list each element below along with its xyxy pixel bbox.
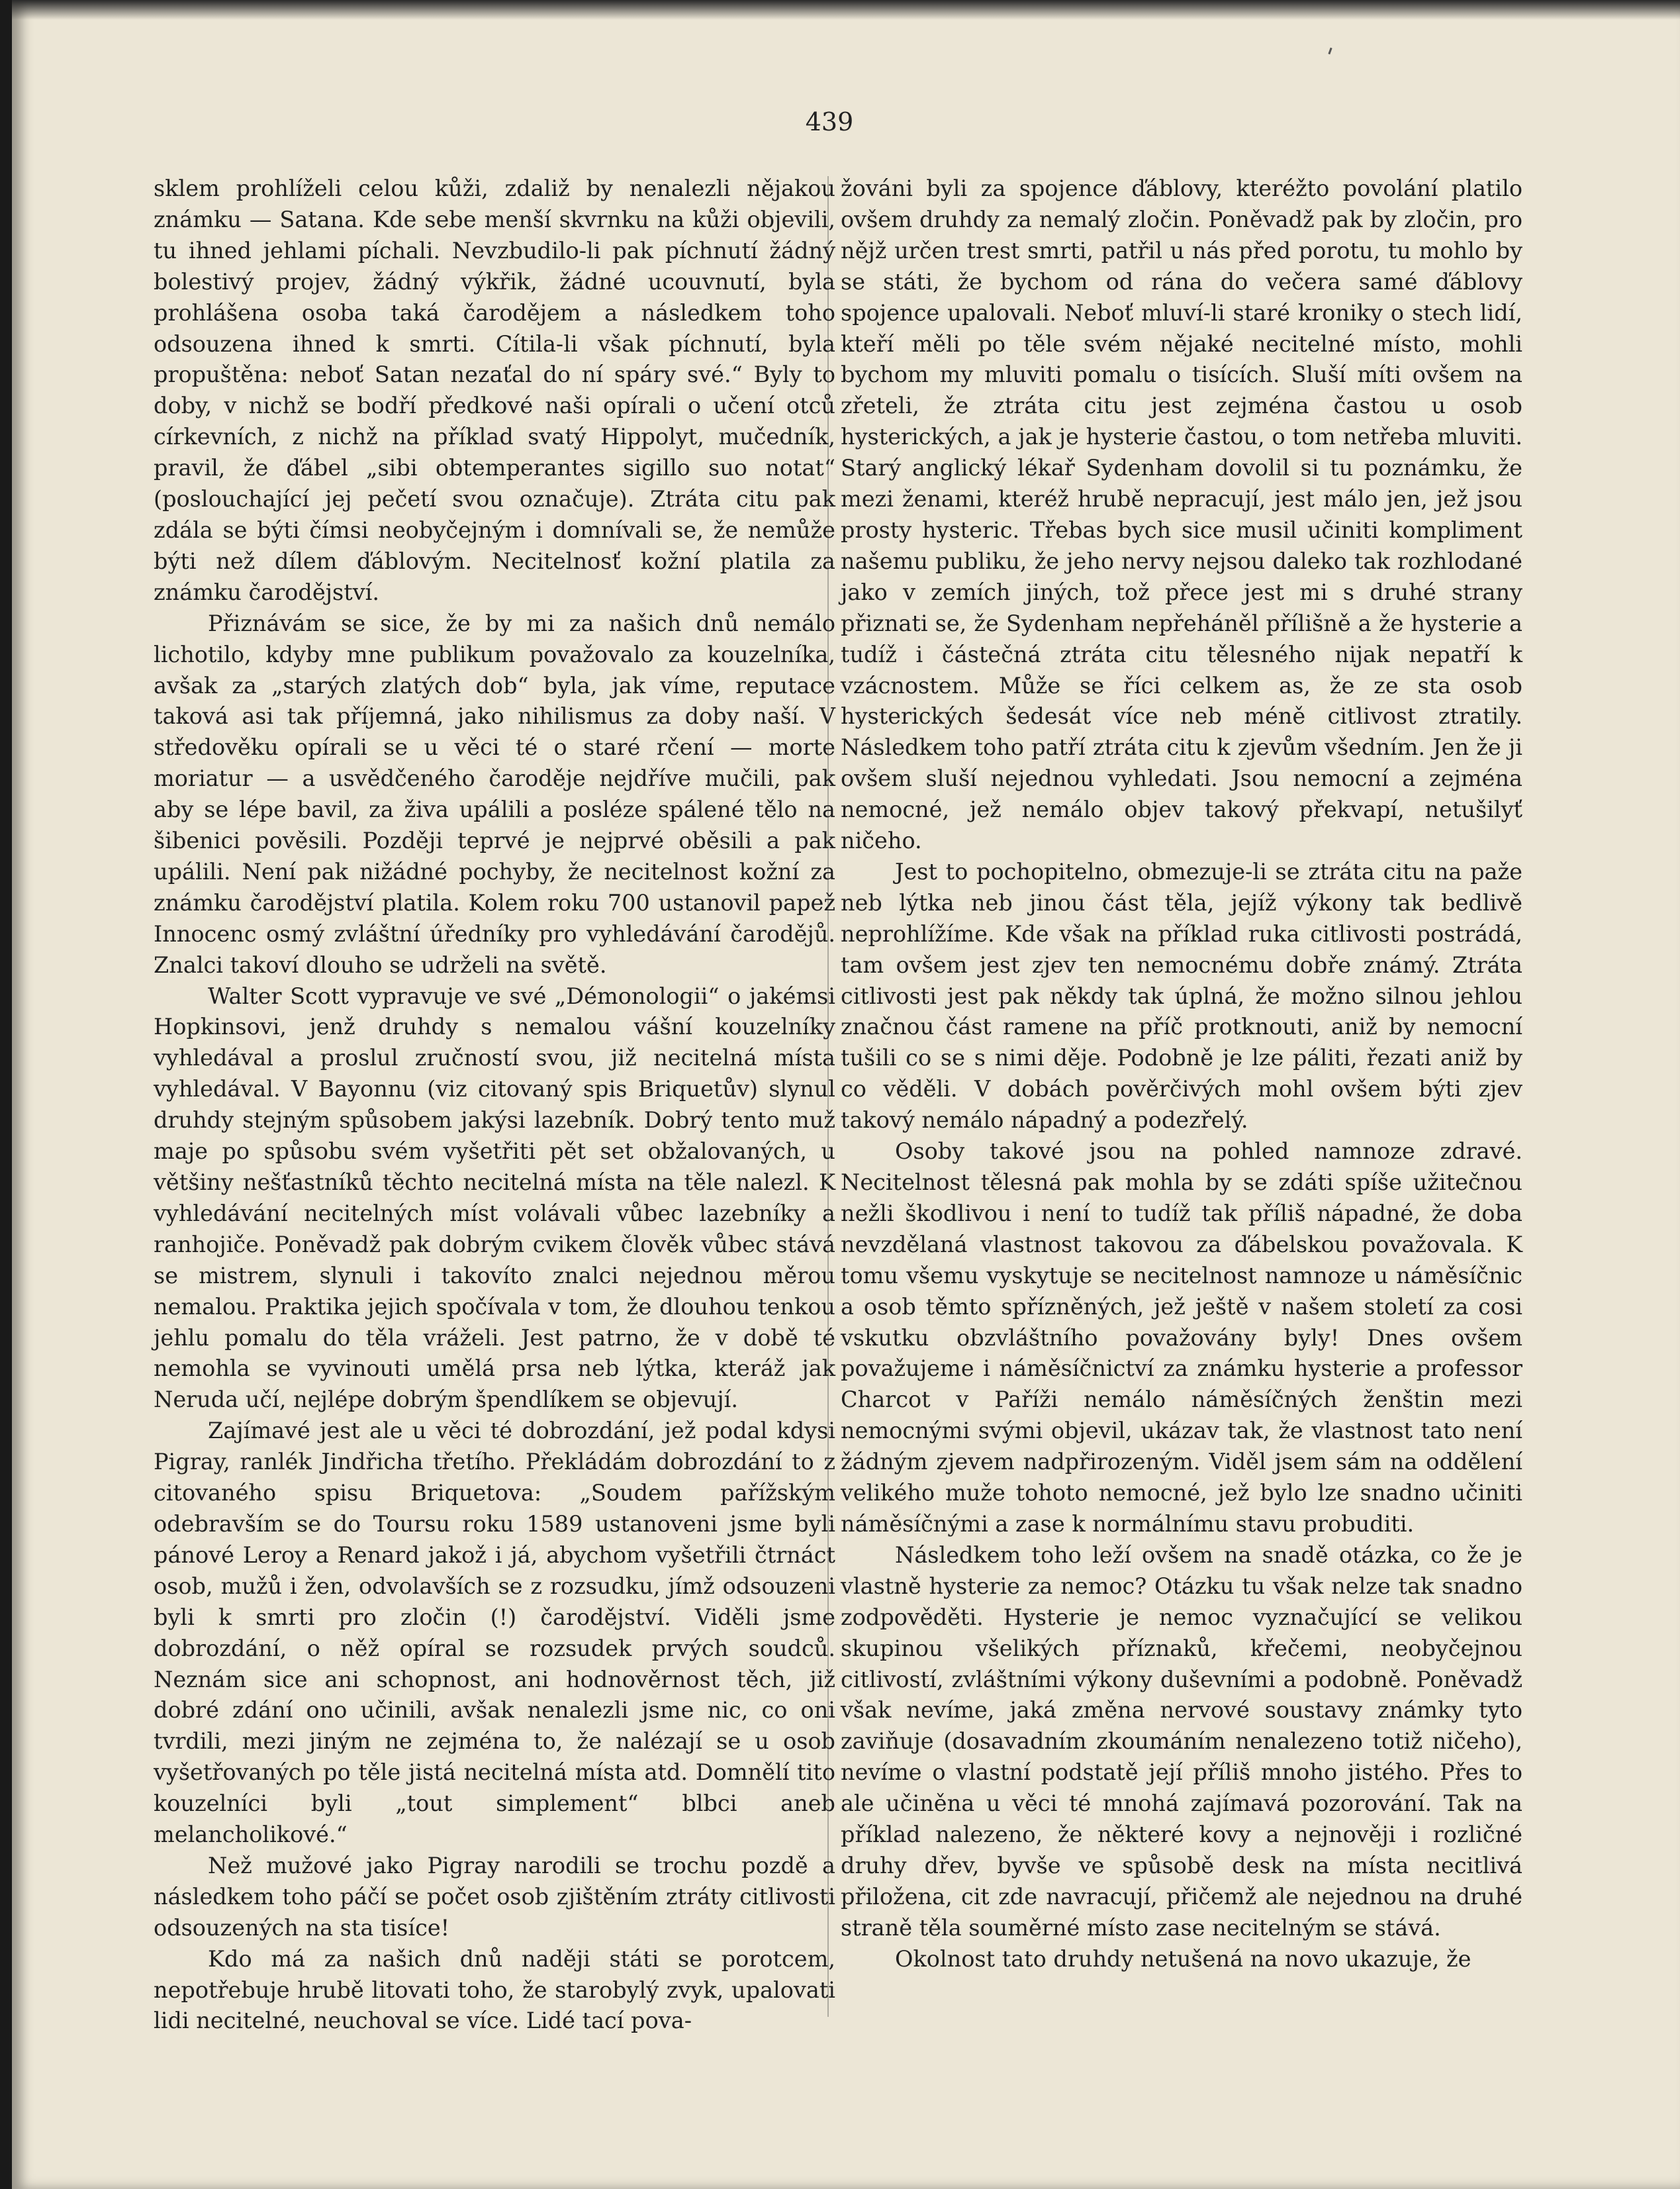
left-column: [154, 173, 835, 2037]
ink-speck: [1328, 48, 1332, 54]
paragraph: žováni byli za spojence ďáblovy, kteréžto povolání platilo ovšem druhdy za nemalý zločin. Poněvadž pak by zločin, pro nějž určen trest smrti, patřil u nás před porotu, tu mohlo by se státi, že bychom od rána do večera samé ďáblovy spojence upalovali. Neboť mluví-li staré kroniky o stech lidí, kteří měli po těle svém nějaké necitelné místo, mohli bychom my mluviti pomalu o tisících. Sluší míti ovšem na zřeteli, že ztráta citu jest zejména častou u osob hysterických, a jak je hysterie častou, o tom netřeba mluviti. Starý anglický lékař Sydenham dovolil si tu poznámku, že mezi ženami, kteréž hrubě nepracují, jest málo jen, jež jsou prosty hysteric. Třebas bych sice musil učiniti kompliment našemu publiku, že jeho nervy nejsou daleko tak rozhlodané jako v zemích jiných, tož přece jest mi s druhé strany přiznati se, že Sydenham nepřeháněl přílišně a že hysterie a tudíž i částečná ztráta citu tělesného nijak nepatří k vzácnostem. Může se říci celkem as, že ze sta osob hysterických šedesát více neb méně citlivost ztratily. Následkem toho patří ztráta citu k zjevům všedním. Jen že ji ovšem sluší nejednou vyhledati. Jsou nemocní a zejména nemocné, jež nemálo objev takový překvapí, netušilyť ničeho.: [841, 175, 1522, 854]
paragraph: Osoby takové jsou na pohled namnoze zdravé. Necitelnost tělesná pak mohla by se zdáti spíše užitečnou nežli škodlivou i není to tudíž tak příliš nápadné, že doba nevzdělaná vlastnost takovou za ďábelskou považovala. K tomu všemu vyskytuje se necitelnost namnoze u náměsíčnic a osob těmto spřízněných, jež ještě v našem století za cosi vskutku obzvláštního považovány byly! Dnes ovšem považujeme i náměsíčnictví za známku hysterie a professor Charcot v Paříži nemálo náměsíčných ženštin mezi nemocnými svými objevil, ukázav tak, že vlastnost tato není žádným zjevem nadpřirozeným. Viděl jsem sám na oddělení velikého muže tohoto nemocné, jež bylo lze snadno učiniti náměsíčnými a zase k normálnímu stavu probuditi.: [841, 1138, 1522, 1537]
paragraph: Jest to pochopitelno, obmezuje-li se ztráta citu na paže neb lýtka neb jinou část těla, jejíž výkony tak bedlivě neprohlížíme. Kde však na příklad ruka citlivosti postrádá, tam ovšem jest zjev ten nemocnému dobře známý. Ztráta citlivosti jest pak někdy tak úplná, že možno silnou jehlou značnou část ramene na příč protknouti, aniž by nemocní tušili co se s nimi děje. Podobně je lze páliti, řezati aniž by co věděli. V dobách pověrčivých mohl ovšem býti zjev takový nemálo nápadný a podezřelý.: [841, 858, 1522, 1134]
paragraph: Okolnost tato druhdy netušená na novo ukazuje, že: [895, 1945, 1471, 1972]
paragraph: Walter Scott vypravuje ve své „Démonologii“ o jakémsi Hopkinsovi, jenž druhdy s nemalou vášní kouzelníky vyhledával a proslul zručností svou, již necitelná místa vyhledával. V Bayonnu (viz citovaný spis Briquetův) slynul druhdy stejným spůsobem jakýsi lazebník. Dobrý tento muž maje po spůsobu svém vyšetřiti pět set obžalovaných, u většiny nešťastníků těchto necitelná místa na těle nalezl. K vyhledávání necitelných míst volávali vůbec lazebníky a ranhojiče. Poněvadž pak dobrým cvikem člověk vůbec stává se mistrem, slynuli i takovíto znalci nejednou měrou nemalou. Praktika jejich spočívala v tom, že dlouhou tenkou jehlu pomalu do těla vráželi. Jest patrno, že v době té nemohla se vyvinouti umělá prsa neb lýtka, kteráž jak Neruda učí, nejlépe dobrým špendlíkem se objevují.: [154, 983, 835, 1413]
paragraph: Než mužové jako Pigray narodili se trochu pozdě a následkem toho páčí se počet osob zjištěním ztráty citlivosti odsouzených na sta tisíce!: [154, 1852, 835, 1941]
paragraph: Kdo má za našich dnů naději státi se porotcem, nepotřebuje hrubě litovati toho, že starobylý zvyk, upalovati lidi necitelné, neuchoval se více. Lidé tací pova-: [154, 1945, 835, 2034]
paragraph: Přiznávám se sice, že by mi za našich dnů nemálo lichotilo, kdyby mne publikum považovalo za kouzelníka, avšak za „starých zlatých dob“ byla, jak víme, reputace taková asi tak příjemná, jako nihilismus za doby naší. V středověku opírali se u věci té o staré rčení — morte moriatur — a usvědčeného čaroděje nejdříve mučili, pak aby se lépe bavil, za živa upálili a posléze spálené tělo na šibenici pověsili. Později teprvé je nejprvé oběsili a pak upálili. Není pak nižádné pochyby, že necitelnost kožní za známku čarodějství platila. Kolem roku 700 ustanovil papež Innocenc osmý zvláštní úředníky pro vyhledávání čarodějů. Znalci takoví dlouho se udrželi na světě.: [154, 610, 835, 978]
column-divider: [827, 176, 829, 2017]
paragraph: sklem prohlíželi celou kůži, zdaliž by nenalezli nějakou známku — Satana. Kde sebe menší skvrnku na kůži objevili, tu ihned jehlami píchali. Nevzbudilo-li pak píchnutí žádný bolestivý projev, žádný výkřik, žádné ucouvnutí, byla prohlášena osoba taká čarodějem a následkem toho odsouzena ihned k smrti. Cítila-li však píchnutí, byla propuštěna: neboť Satan nezaťal do ní spáry své.“ Byly to doby, v nichž se bodří předkové naši opírali o učení otců církevních, z nichž na příklad svatý Hippolyt, mučedník, pravil, že ďábel „sibi obtemperantes sigillo suo notat“ (poslouchající jej pečetí svou označuje). Ztráta citu pak zdála se býti čímsi neobyčejným i domnívali se, že nemůže býti než dílem ďáblovým. Necitelnosť kožní platila za známku čarodějství.: [154, 175, 835, 605]
page-top-shadow: [12, 0, 1680, 20]
paragraph: Následkem toho leží ovšem na snadě otázka, co že je vlastně hysterie za nemoc? Otázku tu však nelze tak snadno zodpověděti. Hysterie je nemoc vyznačující se velikou skupinou všelikých příznaků, křečemi, neobyčejnou citlivostí, zvláštními výkony duševními a podobně. Poněvadž však nevíme, jaká změna nervové soustavy známky tyto zaviňuje (dosavadním zkoumáním nenalezeno totiž ničeho), nevíme o vlastní podstatě její příliš mnoho jistého. Přes to ale učiněna u věci té mnohá zajímavá pozorování. Tak na příklad nalezeno, že některé kovy a nejnověji i rozličné druhy dřev, byvše ve spůsobě desk na místa necitlivá přiložena, cit zde navracují, přičemž ale nejednou na druhé straně těla souměrné místo zase necitelným se stává.: [841, 1541, 1522, 1941]
book-page: [12, 0, 1680, 2189]
paragraph: Zajímavé jest ale u věci té dobrozdání, jež podal kdysi Pigray, ranlék Jindřicha třetího. Překládám dobrozdání to z citovaného spisu Briquetova: „Soudem pařížským odebravším se do Toursu roku 1589 ustanoveni jsme byli pánové Leroy a Renard jakož i já, abychom vyšetřili čtrnáct osob, mužů i žen, odvolavších se z rozsudku, jímž odsouzeni byli k smrti pro zločin (!) čarodějství. Viděli jsme dobrozdání, o něž opíral se rozsudek prvých soudců. Neznám sice ani schopnost, ani hodnověrnost těch, již dobré zdání ono učinili, avšak nenalezli jsme nic, co oni tvrdili, mezi jiným ne zejména to, že nalézají se u osob vyšetřovaných po těle jistá necitelná místa atd. Domnělí tito kouzelníci byli „tout simplement“ blbci aneb melancholikové.“: [154, 1418, 835, 1848]
page-number: 439: [805, 107, 854, 136]
right-column: [841, 173, 1522, 1975]
